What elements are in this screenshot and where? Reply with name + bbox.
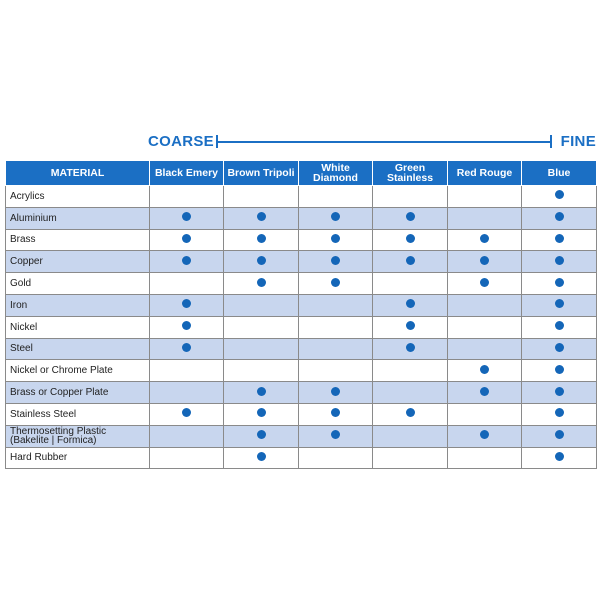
compatibility-cell bbox=[299, 382, 373, 404]
table-header-row bbox=[6, 161, 597, 186]
compatibility-cell bbox=[299, 229, 373, 251]
compatibility-cell bbox=[150, 229, 224, 251]
header-white-diamond bbox=[299, 161, 373, 186]
compatibility-cell bbox=[448, 294, 522, 316]
compatible-dot-icon bbox=[555, 234, 564, 243]
table-row bbox=[6, 251, 597, 273]
table-row bbox=[6, 273, 597, 295]
compatible-dot-icon bbox=[257, 408, 266, 417]
compatibility-cell bbox=[522, 207, 597, 229]
compatibility-cell bbox=[448, 382, 522, 404]
compatibility-cell bbox=[448, 447, 522, 469]
compatibility-cell bbox=[150, 207, 224, 229]
compatibility-cell bbox=[373, 360, 448, 382]
compatibility-cell bbox=[373, 251, 448, 273]
compatible-dot-icon bbox=[257, 234, 266, 243]
compatibility-cell bbox=[224, 186, 299, 208]
compatible-dot-icon bbox=[555, 430, 564, 439]
compatibility-cell bbox=[299, 207, 373, 229]
header-white-diamond-line1: White bbox=[321, 162, 350, 174]
table-row bbox=[6, 316, 597, 338]
material-name-line1: Iron bbox=[10, 299, 28, 311]
compatibility-cell bbox=[224, 382, 299, 404]
compatible-dot-icon bbox=[257, 430, 266, 439]
compatible-dot-icon bbox=[555, 408, 564, 417]
compatible-dot-icon bbox=[257, 212, 266, 221]
compatibility-cell bbox=[224, 251, 299, 273]
compatibility-cell bbox=[299, 273, 373, 295]
compatible-dot-icon bbox=[480, 365, 489, 374]
material-name-line1: Acrylics bbox=[10, 190, 45, 202]
compatibility-cell bbox=[224, 360, 299, 382]
compatibility-cell bbox=[522, 425, 597, 447]
header-blue bbox=[522, 161, 597, 186]
compatibility-cell bbox=[448, 316, 522, 338]
compatibility-cell bbox=[150, 251, 224, 273]
compatible-dot-icon bbox=[331, 387, 340, 396]
compatible-dot-icon bbox=[406, 299, 415, 308]
compatibility-cell bbox=[522, 360, 597, 382]
compatibility-cell bbox=[448, 207, 522, 229]
material-name-line1: Aluminium bbox=[10, 212, 57, 224]
compatible-dot-icon bbox=[480, 234, 489, 243]
compatibility-cell bbox=[150, 273, 224, 295]
compatibility-cell bbox=[522, 251, 597, 273]
compatibility-cell bbox=[373, 403, 448, 425]
header-white-diamond-line2: Diamond bbox=[313, 172, 358, 184]
material-name-line1: Nickel or Chrome Plate bbox=[10, 365, 113, 377]
compatibility-cell bbox=[373, 316, 448, 338]
compatibility-cell bbox=[224, 229, 299, 251]
compatible-dot-icon bbox=[555, 212, 564, 221]
compatibility-cell bbox=[299, 294, 373, 316]
material-name-line1: Nickel bbox=[10, 321, 38, 333]
material-name bbox=[6, 229, 150, 251]
compatible-dot-icon bbox=[555, 343, 564, 352]
compatibility-cell bbox=[299, 186, 373, 208]
compatibility-cell bbox=[522, 294, 597, 316]
compatible-dot-icon bbox=[406, 343, 415, 352]
compatible-dot-icon bbox=[555, 299, 564, 308]
coarse-label: COARSE bbox=[148, 133, 214, 150]
compatibility-cell bbox=[373, 207, 448, 229]
compatibility-cell bbox=[299, 447, 373, 469]
material-name-line1: Hard Rubber bbox=[10, 452, 68, 464]
compatible-dot-icon bbox=[406, 234, 415, 243]
material-name bbox=[6, 425, 150, 447]
material-name-line2: (Bakelite | Formica) bbox=[10, 435, 97, 447]
compatibility-cell bbox=[373, 273, 448, 295]
compatibility-cell bbox=[373, 229, 448, 251]
compatibility-cell bbox=[224, 273, 299, 295]
compatibility-cell bbox=[522, 382, 597, 404]
fine-label: FINE bbox=[560, 133, 596, 150]
compatibility-cell bbox=[448, 186, 522, 208]
compatible-dot-icon bbox=[331, 430, 340, 439]
compatible-dot-icon bbox=[406, 408, 415, 417]
compatibility-cell bbox=[224, 338, 299, 360]
compatibility-cell bbox=[522, 186, 597, 208]
compatible-dot-icon bbox=[182, 212, 191, 221]
table-body bbox=[6, 186, 597, 469]
compatibility-cell bbox=[150, 316, 224, 338]
scale-tick-left bbox=[216, 135, 218, 148]
header-brown-tripoli-line1: Brown Tripoli bbox=[227, 167, 295, 179]
compatible-dot-icon bbox=[406, 256, 415, 265]
compatible-dot-icon bbox=[331, 408, 340, 417]
header-black-emery bbox=[150, 161, 224, 186]
compatibility-cell bbox=[522, 316, 597, 338]
compatible-dot-icon bbox=[480, 256, 489, 265]
compatibility-cell bbox=[373, 294, 448, 316]
compatibility-cell bbox=[150, 403, 224, 425]
compatible-dot-icon bbox=[331, 256, 340, 265]
material-name bbox=[6, 447, 150, 469]
compatibility-cell bbox=[150, 186, 224, 208]
compatibility-cell bbox=[224, 425, 299, 447]
table-row bbox=[6, 229, 597, 251]
compatible-dot-icon bbox=[182, 234, 191, 243]
header-green-stainless-line2: Stainless bbox=[386, 172, 434, 184]
material-name bbox=[6, 403, 150, 425]
compatibility-cell bbox=[448, 229, 522, 251]
scale-tick-right bbox=[550, 135, 552, 148]
compatibility-cell bbox=[299, 338, 373, 360]
header-red-rouge bbox=[448, 161, 522, 186]
header-black-emery-line1: Black Emery bbox=[154, 167, 219, 179]
header-green-stainless bbox=[373, 161, 448, 186]
compatibility-cell bbox=[373, 447, 448, 469]
material-name bbox=[6, 316, 150, 338]
compatibility-cell bbox=[150, 338, 224, 360]
compatible-dot-icon bbox=[555, 387, 564, 396]
material-name-line1: Copper bbox=[10, 256, 43, 268]
compatibility-cell bbox=[150, 447, 224, 469]
compatibility-cell bbox=[299, 316, 373, 338]
compatibility-cell bbox=[224, 207, 299, 229]
material-name-line1: Gold bbox=[10, 278, 32, 290]
compatible-dot-icon bbox=[555, 190, 564, 199]
compatibility-cell bbox=[150, 382, 224, 404]
compatible-dot-icon bbox=[480, 430, 489, 439]
material-name bbox=[6, 360, 150, 382]
compatibility-cell bbox=[522, 273, 597, 295]
material-name-line1: Steel bbox=[10, 343, 33, 355]
compatible-dot-icon bbox=[257, 278, 266, 287]
compatibility-cell bbox=[224, 316, 299, 338]
header-material: MATERIAL bbox=[6, 161, 150, 186]
header-blue-line1: Blue bbox=[547, 167, 571, 179]
table-row bbox=[6, 360, 597, 382]
compatibility-cell bbox=[373, 186, 448, 208]
compatibility-cell bbox=[150, 425, 224, 447]
material-name bbox=[6, 294, 150, 316]
compatibility-cell bbox=[448, 425, 522, 447]
compatible-dot-icon bbox=[555, 256, 564, 265]
scale-line bbox=[216, 141, 552, 143]
compatibility-cell bbox=[448, 360, 522, 382]
table-row bbox=[6, 186, 597, 208]
compatible-dot-icon bbox=[182, 408, 191, 417]
compatibility-cell bbox=[373, 382, 448, 404]
compatible-dot-icon bbox=[555, 452, 564, 461]
table-row bbox=[6, 403, 597, 425]
table-row bbox=[6, 294, 597, 316]
material-name bbox=[6, 338, 150, 360]
compatible-dot-icon bbox=[331, 234, 340, 243]
compatible-dot-icon bbox=[480, 387, 489, 396]
compatible-dot-icon bbox=[480, 278, 489, 287]
material-name bbox=[6, 273, 150, 295]
coarse-fine-scale bbox=[148, 133, 596, 153]
compatibility-cell bbox=[522, 229, 597, 251]
compatible-dot-icon bbox=[257, 387, 266, 396]
compatibility-cell bbox=[299, 403, 373, 425]
material-name-line1: Thermosetting Plastic bbox=[10, 426, 107, 438]
compatible-dot-icon bbox=[257, 256, 266, 265]
compatibility-cell bbox=[522, 338, 597, 360]
compatibility-cell bbox=[373, 338, 448, 360]
compatibility-cell bbox=[448, 403, 522, 425]
compatibility-cell bbox=[448, 251, 522, 273]
material-name-line1: Stainless Steel bbox=[10, 408, 77, 420]
compatibility-cell bbox=[150, 360, 224, 382]
compatible-dot-icon bbox=[331, 278, 340, 287]
compatibility-cell bbox=[448, 338, 522, 360]
material-name bbox=[6, 382, 150, 404]
header-green-stainless-line1: Green bbox=[394, 162, 426, 174]
compatibility-cell bbox=[299, 425, 373, 447]
material-name-line1: Brass or Copper Plate bbox=[10, 387, 109, 399]
material-name bbox=[6, 186, 150, 208]
compatible-dot-icon bbox=[555, 278, 564, 287]
material-name bbox=[6, 251, 150, 273]
compatible-dot-icon bbox=[555, 321, 564, 330]
header-red-rouge-line1: Red Rouge bbox=[456, 167, 513, 179]
compatible-dot-icon bbox=[406, 212, 415, 221]
compatibility-cell bbox=[522, 403, 597, 425]
compatibility-cell bbox=[150, 294, 224, 316]
compatible-dot-icon bbox=[257, 452, 266, 461]
compatible-dot-icon bbox=[331, 212, 340, 221]
header-brown-tripoli bbox=[224, 161, 299, 186]
table-row bbox=[6, 382, 597, 404]
compatibility-cell bbox=[224, 294, 299, 316]
compatibility-cell bbox=[224, 403, 299, 425]
compatible-dot-icon bbox=[182, 321, 191, 330]
table-row bbox=[6, 338, 597, 360]
compatible-dot-icon bbox=[406, 321, 415, 330]
compatible-dot-icon bbox=[182, 343, 191, 352]
table-row bbox=[6, 207, 597, 229]
compatibility-cell bbox=[448, 273, 522, 295]
compatibility-cell bbox=[299, 251, 373, 273]
compatibility-cell bbox=[299, 360, 373, 382]
material-name-line1: Brass bbox=[10, 234, 36, 246]
compatibility-cell bbox=[224, 447, 299, 469]
compatible-dot-icon bbox=[182, 256, 191, 265]
compatible-dot-icon bbox=[182, 299, 191, 308]
compatibility-cell bbox=[373, 425, 448, 447]
material-name bbox=[6, 207, 150, 229]
compatible-dot-icon bbox=[555, 365, 564, 374]
table-row bbox=[6, 447, 597, 469]
table-row bbox=[6, 425, 597, 447]
compatibility-cell bbox=[522, 447, 597, 469]
material-compound-table bbox=[5, 160, 597, 469]
